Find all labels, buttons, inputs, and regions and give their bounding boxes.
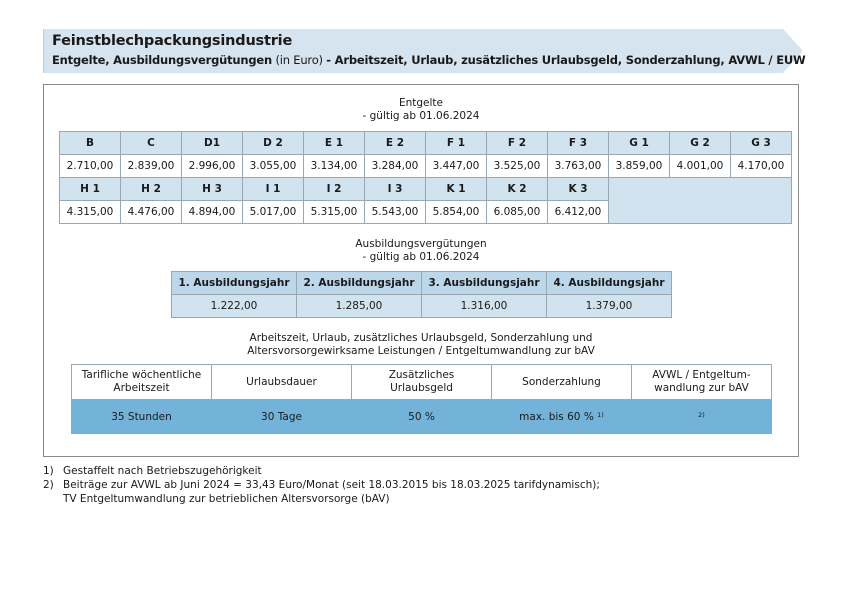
grade-header: F 2 bbox=[487, 132, 548, 155]
table-row bbox=[60, 155, 792, 178]
arbeitszeit-table bbox=[71, 364, 772, 434]
arbeitszeit-header: Tarifliche wöchentliche Arbeitszeit bbox=[72, 365, 212, 400]
wage-value: 2.710,00 bbox=[60, 155, 121, 178]
grade-header: H 1 bbox=[60, 178, 121, 201]
empty-cell bbox=[609, 178, 792, 224]
entgelte-table bbox=[59, 131, 792, 224]
arbeitszeit-title-line1: Arbeitszeit, Urlaub, zusätzliches Urlaubsgeld, Sonderzahlung und bbox=[249, 332, 593, 344]
grade-header: F 1 bbox=[426, 132, 487, 155]
ausbildungsjahr-header: 2. Ausbildungsjahr bbox=[297, 272, 422, 295]
table-row bbox=[172, 295, 672, 318]
ausbildung-table bbox=[171, 271, 672, 318]
title-banner bbox=[43, 29, 806, 73]
grade-header: I 3 bbox=[365, 178, 426, 201]
avwl-value bbox=[632, 400, 772, 434]
grade-header: K 1 bbox=[426, 178, 487, 201]
table-row bbox=[172, 272, 672, 295]
grade-header: G 3 bbox=[731, 132, 792, 155]
urlaubsgeld-header: Zusätzliches Urlaubsgeld bbox=[352, 365, 492, 400]
wage-value: 5.017,00 bbox=[243, 201, 304, 224]
entgelte-valid-date: - gültig ab 01.06.2024 bbox=[362, 110, 480, 122]
ausbildungsjahr-header: 4. Ausbildungsjahr bbox=[547, 272, 672, 295]
grade-header: H 2 bbox=[121, 178, 182, 201]
ausbildung-value: 1.222,00 bbox=[172, 295, 297, 318]
urlaubsdauer-value: 30 Tage bbox=[212, 400, 352, 434]
grade-header: K 2 bbox=[487, 178, 548, 201]
table-row bbox=[72, 365, 772, 400]
wage-value: 4.476,00 bbox=[121, 201, 182, 224]
grade-header: G 1 bbox=[609, 132, 670, 155]
ausbildung-caption bbox=[43, 238, 799, 264]
sonderzahlung-header: Sonderzahlung bbox=[492, 365, 632, 400]
ausbildung-value: 1.316,00 bbox=[422, 295, 547, 318]
footnote-2-continued: TV Entgeltumwandlung zur betrieblichen Altersvorsorge (bAV) bbox=[63, 493, 390, 505]
arbeitszeit-title-line2: Altersvorsorgewirksame Leistungen / Entgeltumwandlung zur bAV bbox=[247, 345, 595, 357]
ausbildung-title: Ausbildungsvergütungen bbox=[355, 238, 487, 250]
grade-header: K 3 bbox=[548, 178, 609, 201]
grade-header: F 3 bbox=[548, 132, 609, 155]
wage-value: 5.854,00 bbox=[426, 201, 487, 224]
ausbildung-value: 1.285,00 bbox=[297, 295, 422, 318]
table-row bbox=[72, 400, 772, 434]
table-row bbox=[60, 132, 792, 155]
wage-value: 2.839,00 bbox=[121, 155, 182, 178]
wage-value: 5.543,00 bbox=[365, 201, 426, 224]
wage-value: 3.763,00 bbox=[548, 155, 609, 178]
wage-value: 3.525,00 bbox=[487, 155, 548, 178]
wage-value: 4.001,00 bbox=[670, 155, 731, 178]
wage-value: 3.859,00 bbox=[609, 155, 670, 178]
wage-value: 2.996,00 bbox=[182, 155, 243, 178]
avwl-header: AVWL / Entgeltum- wandlung zur bAV bbox=[632, 365, 772, 400]
wage-value: 4.170,00 bbox=[731, 155, 792, 178]
grade-header: I 1 bbox=[243, 178, 304, 201]
urlaubsdauer-header: Urlaubsdauer bbox=[212, 365, 352, 400]
grade-header: G 2 bbox=[670, 132, 731, 155]
wage-value: 3.284,00 bbox=[365, 155, 426, 178]
grade-header: C bbox=[121, 132, 182, 155]
ausbildungsjahr-header: 1. Ausbildungsjahr bbox=[172, 272, 297, 295]
wage-value: 6.085,00 bbox=[487, 201, 548, 224]
footnote-1: 1) Gestaffelt nach Betriebszugehörigkeit bbox=[43, 465, 262, 477]
wage-value: 3.447,00 bbox=[426, 155, 487, 178]
urlaubsgeld-value: 50 % bbox=[352, 400, 492, 434]
arbeitszeit-caption bbox=[43, 332, 799, 358]
wage-value: 3.134,00 bbox=[304, 155, 365, 178]
footnote-ref: 1) bbox=[597, 410, 604, 419]
ausbildung-value: 1.379,00 bbox=[547, 295, 672, 318]
grade-header: B bbox=[60, 132, 121, 155]
table-row bbox=[60, 178, 792, 201]
grade-header: E 2 bbox=[365, 132, 426, 155]
sonderzahlung-value: max. bis 60 % $^{1)}$ bbox=[492, 400, 632, 434]
grade-header: D 2 bbox=[243, 132, 304, 155]
ausbildungsjahr-header: 3. Ausbildungsjahr bbox=[422, 272, 547, 295]
grade-header: I 2 bbox=[304, 178, 365, 201]
footnote-ref: 2) bbox=[698, 410, 705, 419]
page-title: Feinstblechpackungsindustrie bbox=[52, 33, 293, 49]
wage-value: 6.412,00 bbox=[548, 201, 609, 224]
wage-value: 5.315,00 bbox=[304, 201, 365, 224]
page-subtitle: Entgelte, Ausbildungsvergütungen (in Euro) - Arbeitszeit, Urlaub, zusätzliches Urlaubsgeld, Sonderzahlung, AVWL / EUW bbox=[52, 53, 806, 67]
grade-header: D1 bbox=[182, 132, 243, 155]
entgelte-caption bbox=[43, 97, 799, 123]
entgelte-title: Entgelte bbox=[398, 97, 444, 109]
ausbildung-valid-date: - gültig ab 01.06.2024 bbox=[362, 251, 480, 263]
grade-header: H 3 bbox=[182, 178, 243, 201]
grade-header: E 1 bbox=[304, 132, 365, 155]
footnote-2: 2) Beiträge zur AVWL ab Juni 2024 = 33,43 Euro/Monat (seit 18.03.2015 bis 18.03.2025 tarifdynamisch); bbox=[43, 479, 600, 491]
wage-value: 4.894,00 bbox=[182, 201, 243, 224]
arbeitszeit-value: 35 Stunden bbox=[72, 400, 212, 434]
wage-value: 3.055,00 bbox=[243, 155, 304, 178]
wage-value: 4.315,00 bbox=[60, 201, 121, 224]
